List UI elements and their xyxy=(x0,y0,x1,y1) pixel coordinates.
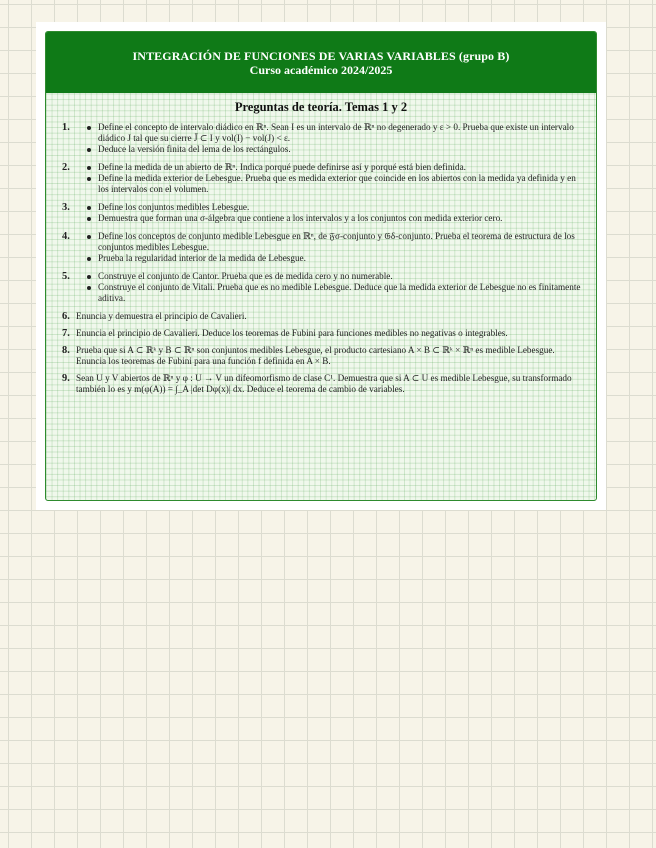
question-number: 6. xyxy=(62,311,70,322)
question-bullet: Deduce la versión finita del lema de los rectángulos. xyxy=(84,144,584,155)
question-text: Enuncia y demuestra el principio de Cavalieri. xyxy=(76,311,247,321)
question-number: 4. xyxy=(62,231,70,242)
question-number: 9. xyxy=(62,373,70,384)
question-1 xyxy=(62,122,584,155)
question-5 xyxy=(62,271,584,304)
questions-box xyxy=(45,31,597,501)
question-8 xyxy=(62,345,584,367)
question-number: 5. xyxy=(62,271,70,282)
question-bullet: Define el concepto de intervalo diádico en ℝⁿ. Sean I es un intervalo de ℝⁿ no degenerado y ε > 0. Prueba que existe un intervalo diádico J tal que su cierre J̄ ⊂ I y vol(I) − vol(J) < ε. xyxy=(84,122,584,144)
question-2 xyxy=(62,162,584,195)
question-bullet: Construye el conjunto de Vitali. Prueba que es no medible Lebesgue. Deduce que la medida exterior de Lebesgue no es finitamente aditiva. xyxy=(84,282,584,304)
question-4 xyxy=(62,231,584,264)
question-9 xyxy=(62,373,584,395)
question-text: Prueba que si A ⊂ ℝᵏ y B ⊂ ℝⁿ son conjuntos medibles Lebesgue, el producto cartesiano A × B ⊂ ℝᵏ × ℝⁿ es medible Lebesgue. Enuncia los teoremas de Fubini para una función f definida en A × B. xyxy=(76,345,555,366)
question-number: 1. xyxy=(62,122,70,133)
question-list xyxy=(46,122,596,395)
question-number: 7. xyxy=(62,328,70,339)
document-page xyxy=(36,22,606,510)
course-title: INTEGRACIÓN DE FUNCIONES DE VARIAS VARIABLES (grupo B) xyxy=(132,49,510,63)
question-bullet: Define la medida exterior de Lebesgue. Prueba que es medida exterior que coincide en los abiertos con la medida ya definida y en los intervalos con el volumen. xyxy=(84,173,584,195)
question-number: 8. xyxy=(62,345,70,356)
question-bullet: Prueba la regularidad interior de la medida de Lebesgue. xyxy=(84,253,584,264)
question-bullet: Define la medida de un abierto de ℝⁿ. Indica porqué puede definirse así y porqué está bien definida. xyxy=(84,162,584,173)
question-number: 3. xyxy=(62,202,70,213)
section-title: Preguntas de teoría. Temas 1 y 2 xyxy=(234,100,408,114)
academic-year: Curso académico 2024/2025 xyxy=(249,63,393,77)
question-bullet: Demuestra que forman una σ-álgebra que contiene a los intervalos y a los conjuntos con medida exterior cero. xyxy=(84,213,584,224)
question-bullet: Construye el conjunto de Cantor. Prueba que es de medida cero y no numerable. xyxy=(84,271,584,282)
question-text: Enuncia el principio de Cavalieri. Deduce los teoremas de Fubini para funciones medibles no negativas o integrables. xyxy=(76,328,508,338)
question-bullet: Define los conceptos de conjunto medible Lebesgue en ℝⁿ, de 𝔉σ-conjunto y 𝔊δ-conjunto. Prueba el teorema de estructura de los conjuntos medibles Lebesgue. xyxy=(84,231,584,253)
question-number: 2. xyxy=(62,162,70,173)
question-7 xyxy=(62,328,584,339)
question-6 xyxy=(62,311,584,322)
title-banner xyxy=(46,32,596,93)
question-text: Sean U y V abiertos de ℝⁿ y φ : U → V un difeomorfismo de clase C¹. Demuestra que si A ⊂ U es medible Lebesgue, su transformado también lo es y m(φ(A)) = ∫_A |det Dφ(x)| dx. Deduce el teorema de cambio de variables. xyxy=(76,373,572,394)
question-bullet: Define los conjuntos medibles Lebesgue. xyxy=(84,202,584,213)
question-3 xyxy=(62,202,584,224)
